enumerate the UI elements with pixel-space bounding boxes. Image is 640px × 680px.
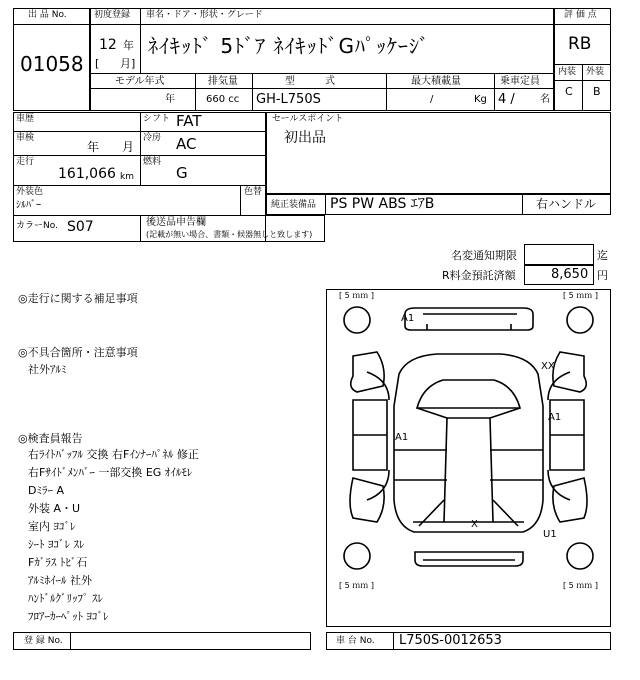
max-load-unit: Kg — [474, 94, 487, 105]
exterior-grade-label: 外装 — [586, 67, 605, 77]
damage-mark-front-bumper: A1 — [401, 313, 415, 324]
air-conditioning: AC — [176, 135, 197, 153]
recycle-fee-unit: 円 — [597, 269, 608, 282]
type-label: 型 式 — [285, 76, 335, 87]
chassis-number: L750S-0012653 — [399, 633, 502, 648]
ac-label: 冷房 — [143, 133, 162, 143]
recycle-fee-label: R料金預託済額 — [442, 269, 516, 282]
inspector-line: 外装 A・U — [28, 502, 81, 515]
name-change-deadline-box — [524, 244, 594, 265]
car-name-label: 車名・ドア・形状・グレード — [146, 10, 263, 20]
overall-grade: RB — [568, 34, 592, 54]
exterior-grade: B — [593, 85, 601, 98]
inspector-report-heading: ◎検査員報告 — [18, 432, 83, 445]
model-year-label: モデル年式 — [115, 76, 165, 87]
inspector-line: Fｶﾞﾗｽ ﾄﾋﾞ石 — [28, 556, 88, 569]
recycle-fee: 8,650 — [551, 267, 589, 282]
mileage-unit: km — [120, 172, 134, 182]
inspector-line: Dﾐﾗｰ A — [28, 484, 64, 497]
capacity-label: 乗車定員 — [500, 76, 540, 87]
car-outline — [327, 290, 610, 626]
sales-point: 初出品 — [284, 130, 326, 146]
max-load-label: 最大積載量 — [411, 76, 461, 87]
inspection-label: 車検 — [16, 133, 35, 143]
inspector-line: 右ﾗｲﾄﾊﾞｯﾌﾙ 交換 右Fｲﾝﾅｰﾊﾟﾈﾙ 修正 — [28, 448, 199, 461]
tire-depth-front-left: [ 5 ｍｍ ] — [339, 291, 374, 300]
mileage: 161,066 — [58, 166, 116, 182]
running-remarks-heading: ◎走行に関する補足事項 — [18, 292, 138, 305]
inspector-line: ｼｰﾄ ﾖｺﾞﾚ ｽﾚ — [28, 538, 85, 551]
name-change-deadline-unit: 迄 — [597, 249, 608, 262]
first-registration-label: 初度登録 — [94, 10, 131, 20]
inspector-line: ﾌﾛｱｰｶｰﾍﾟｯﾄ ﾖｺﾞﾚ — [28, 610, 109, 623]
tire-depth-front-right: [ 5 ｍｍ ] — [563, 291, 598, 300]
interior-grade: C — [565, 85, 573, 98]
registration-year-unit: 年 — [123, 39, 134, 52]
mileage-label: 走行 — [16, 157, 35, 167]
shift-label: シフト — [143, 114, 171, 124]
standard-options: PS PW ABS ｴｱB — [330, 196, 435, 212]
documents-label: 後送品申告欄 — [146, 217, 206, 228]
inspection-month-unit: 月 — [122, 140, 135, 154]
vehicle-type: GH-L750S — [256, 92, 321, 107]
lot-number: 01058 — [20, 52, 84, 76]
seating-capacity: 4 / — [498, 92, 515, 107]
car-name: ﾈｲｷｯﾄﾞ 5ﾄﾞｱ ﾈｲｷｯﾄﾞGﾊﾟｯｹｰｼﾞ — [148, 34, 430, 58]
displacement-label: 排気量 — [208, 76, 238, 87]
sales-point-label: セールスポイント — [272, 114, 344, 124]
registration-number-label: 登 録 No. — [24, 636, 63, 646]
steering-side: 右ハンドル — [536, 197, 597, 211]
history-label: 車歴 — [16, 114, 35, 124]
grade-label: 評 価 点 — [564, 10, 597, 20]
sales-point-box — [266, 112, 611, 194]
damage-mark-left-side: A1 — [395, 432, 409, 443]
lot-number-label: 出 品 No. — [28, 10, 67, 20]
fuel-label: 燃料 — [143, 157, 162, 167]
damage-mark-right-fender: XX — [541, 361, 555, 372]
fuel: G — [176, 164, 188, 182]
recolor-label: 色替 — [244, 187, 263, 197]
damage-mark-right-door: A1 — [548, 412, 562, 423]
seating-capacity-unit: 名 — [540, 94, 550, 105]
registration-month-open: [ — [95, 57, 100, 70]
interior-grade-label: 内装 — [558, 67, 577, 77]
options-label: 純正装備品 — [271, 200, 317, 210]
inspection-year-unit: 年 — [87, 140, 100, 154]
registration-year: 12 — [99, 37, 117, 53]
model-year-unit: 年 — [165, 94, 175, 105]
tire-depth-rear-left: [ 5 ｍｍ ] — [339, 581, 374, 590]
defects-heading: ◎不具合箇所・注意事項 — [18, 346, 138, 359]
inspector-line: 室内 ﾖｺﾞﾚ — [28, 520, 76, 533]
shift: FAT — [176, 112, 202, 130]
documents-note: (記載が無い場合、書類・候器無しと致します) — [146, 230, 313, 239]
inspector-line: ﾊﾝﾄﾞﾙｸﾞﾘｯﾌﾟ ｽﾚ — [28, 592, 103, 605]
defect-line: 社外ｱﾙﾐ — [28, 363, 67, 376]
displacement: 660 cc — [206, 94, 240, 105]
registration-month-unit: 月] — [120, 57, 136, 70]
inspector-line: ｱﾙﾐﾎｲｰﾙ 社外 — [28, 574, 92, 587]
inspector-line: 右Fｻｲﾄﾞﾒﾝﾊﾞｰ 一部交換 EG ｵｲﾙﾓﾚ — [28, 466, 193, 479]
color-number-label: カラーNo. — [16, 221, 58, 231]
exterior-color: ｼﾙﾊﾞｰ — [16, 200, 41, 211]
color-number: S07 — [67, 219, 94, 235]
damage-mark-right-rear: U1 — [543, 529, 557, 540]
car-diagram — [326, 289, 611, 627]
damage-mark-roof: X — [471, 519, 478, 530]
name-change-deadline-label: 名変通知期限 — [451, 249, 517, 262]
tire-depth-rear-right: [ 5 ｍｍ ] — [563, 581, 598, 590]
chassis-number-label: 車 台 No. — [336, 636, 375, 646]
max-load-separator: / — [430, 94, 434, 105]
exterior-color-label: 外装色 — [16, 187, 44, 197]
